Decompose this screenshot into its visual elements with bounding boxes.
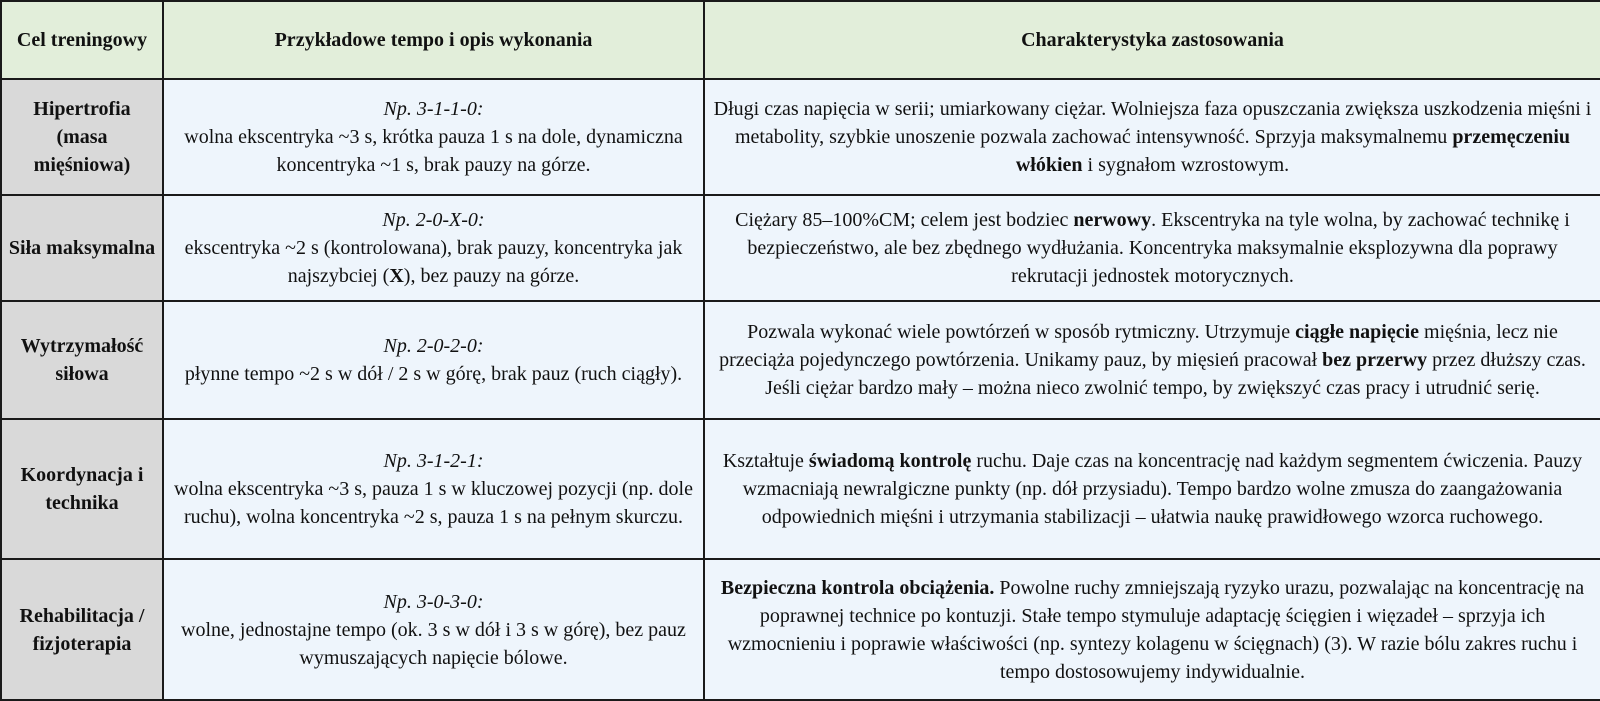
tempo-cell — [163, 419, 704, 559]
goal-cell: Rehabilitacja / fizjoterapia — [1, 559, 163, 700]
table-row — [1, 419, 1600, 559]
header-goal: Cel treningowy — [1, 1, 163, 79]
characteristics-cell — [704, 195, 1600, 301]
tempo-desc-emphasis: X — [389, 265, 404, 287]
goal-cell: Wytrzymałość siłowa — [1, 301, 163, 419]
characteristics-cell — [704, 79, 1600, 195]
tempo-cell — [163, 301, 704, 419]
characteristics-cell — [704, 419, 1600, 559]
tempo-code: Np. 3-1-1-0: — [383, 98, 484, 120]
table-row — [1, 79, 1600, 195]
desc-emphasis: bez przerwy — [1322, 349, 1428, 371]
desc-emphasis: nerwowy — [1073, 209, 1152, 231]
desc-text: Powolne ruchy zmniejszają ryzyko urazu, pozwalając na koncentrację na poprawnej technice po kontuzji. Stałe tempo stymuluje adaptację ścięgien i więzadeł – sprzyja ich wzmocnieniu i poprawie właściwości (np. syntezy kolagenu w ścięgnach) (3). W razie bólu zakres ruchu i tempo dostosowujemy indywidualnie. — [727, 576, 1585, 683]
characteristics-cell — [704, 301, 1600, 419]
desc-emphasis: przemęczeniu włókien — [1015, 126, 1571, 176]
tempo-description: wolna ekscentryka ~3 s, pauza 1 s w kluczowej pozycji (np. dole ruchu), wolna koncentryka ~2 s, pauza 1 s na pełnym skurczu. — [174, 478, 693, 528]
table-row — [1, 559, 1600, 700]
tempo-desc-text: ), bez pauzy na górze. — [403, 265, 580, 287]
tempo-cell — [163, 79, 704, 195]
goal-cell: Koordynacja i technika — [1, 419, 163, 559]
header-tempo: Przykładowe tempo i opis wykonania — [163, 1, 704, 79]
desc-text: . Ekscentryka na tyle wolna, by zachować technikę i bezpieczeństwo, ale bez zbędnego wydłużania. Koncentryka maksymalnie eksplozywna dla poprawy rekrutacji jednostek motorycznych. — [747, 209, 1570, 287]
goal-cell: Siła maksymalna — [1, 195, 163, 301]
goal-cell: Hipertrofia (masa mięśniowa) — [1, 79, 163, 195]
characteristics-cell — [704, 559, 1600, 700]
tempo-code: Np. 2-0-X-0: — [382, 209, 485, 231]
tempo-description: wolne, jednostajne tempo (ok. 3 s w dół i 3 s w górę), bez pauz wymuszających napięcie bólowe. — [181, 618, 686, 669]
desc-text: Ciężary 85–100%CM; celem jest bodziec — [735, 209, 1074, 231]
tempo-desc-text: ekscentryka ~2 s (kontrolowana), brak pauzy, koncentryka jak najszybciej ( — [184, 237, 683, 287]
desc-emphasis: świadomą kontrolę — [808, 450, 972, 472]
desc-emphasis: ciągłe napięcie — [1295, 321, 1420, 343]
header-row — [1, 1, 1600, 79]
desc-text: przez dłuższy czas. Jeśli ciężar bardzo mały – można nieco zwolnić tempo, by zwiększyć czas pracy i utrudnić serię. — [765, 349, 1586, 399]
tempo-description — [170, 234, 697, 290]
tempo-description: płynne tempo ~2 s w dół / 2 s w górę, brak pauz (ruch ciągły). — [184, 363, 683, 385]
table-row — [1, 301, 1600, 419]
desc-text: i sygnałom wzrostowym. — [1082, 154, 1290, 176]
desc-text: Długi czas napięcia w serii; umiarkowany ciężar. Wolniejsza faza opuszczania zwiększa uszkodzenia mięśni i metabolity, szybkie unoszenie pozwala zachować intensywność. Sprzyja maksymalnemu — [713, 98, 1592, 148]
desc-text: ruchu. Daje czas na koncentrację nad każdym segmentem ćwiczenia. Pauzy wzmacniają newralgiczne punkty (np. dół przysiadu). Tempo bardzo wolne zmusza do zaangażowania odpowiednich mięśni i utrzymania stabilizacji – ułatwia naukę prawidłowego wzorca ruchowego. — [742, 450, 1583, 528]
desc-emphasis: Bezpieczna kontrola obciążenia. — [720, 576, 995, 599]
tempo-code: Np. 2-0-2-0: — [383, 335, 484, 357]
desc-text: Pozwala wykonać wiele powtórzeń w sposób rytmiczny. Utrzymuje — [747, 321, 1296, 343]
desc-text: mięśnia, lecz nie przeciąża pojedynczego powtórzenia. Unikamy pauz, by mięsień pracował — [719, 321, 1558, 371]
tempo-code: Np. 3-1-2-1: — [383, 450, 484, 472]
tempo-code: Np. 3-0-3-0: — [383, 590, 484, 613]
tempo-cell — [163, 559, 704, 700]
tempo-cell — [163, 195, 704, 301]
tempo-description: wolna ekscentryka ~3 s, krótka pauza 1 s na dole, dynamiczna koncentryka ~1 s, brak pauzy na górze. — [184, 126, 683, 176]
table-row — [1, 195, 1600, 301]
desc-text: Kształtuje — [722, 450, 809, 472]
header-characteristics: Charakterystyka zastosowania — [704, 1, 1600, 79]
